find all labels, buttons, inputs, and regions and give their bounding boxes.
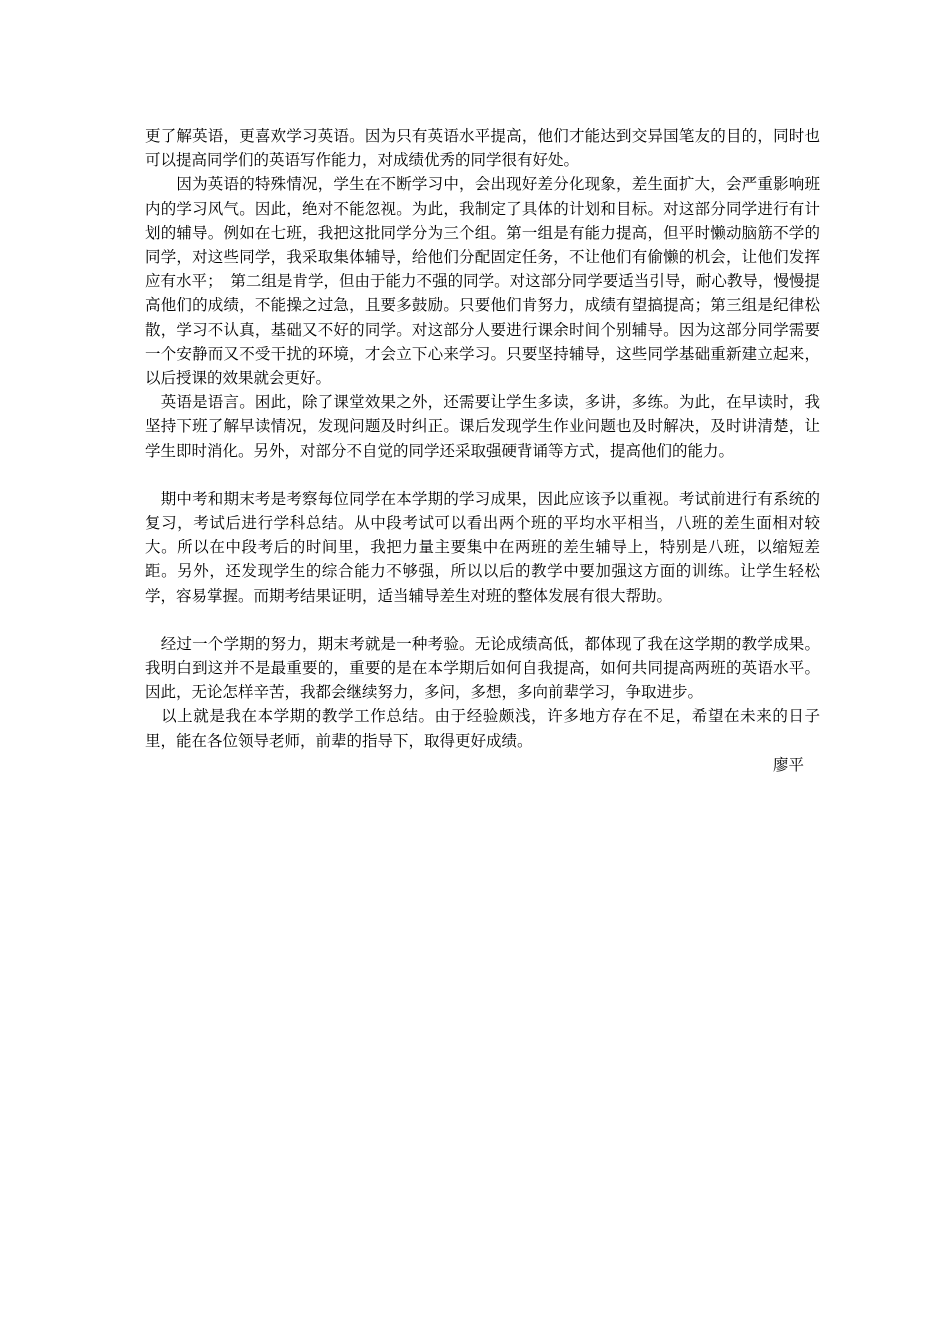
paragraph-semester-effort: 经过一个学期的努力，期末考就是一种考验。无论成绩高低，都体现了我在这学期的教学成果。我明白到这并不是最重要的，重要的是在本学期后如何自我提高，如何共同提高两班的英语水平。因此，无论怎样辛苦，我都会继续努力，多问，多想，多向前辈学习，争取进步。 <box>145 634 820 702</box>
paragraph-student-groups: 因为英语的特殊情况，学生在不断学习中，会出现好差分化现象，差生面扩大，会严重影响班内的学习风气。因此，绝对不能忽视。为此，我制定了具体的计划和目标。对这部分同学进行有计划的辅导。例如在七班，我把这批同学分为三个组。第一组是有能力提高，但平时懒动脑筋不学的同学，对这些同学，我采取集体辅导，给他们分配固定任务，不让他们有偷懒的机会，让他们发挥应有水平； 第二组是肯学，但由于能力不强的同学。对这部分同学要适当引导，耐心教导，慢慢提高他们的成绩，不能操之过急，且要多鼓励。只要他们肯努力，成绩有望搞提高；第三组是纪律松散，学习不认真，基础又不好的同学。对这部分人要进行课余时间个别辅导。因为这部分同学需要一个安静而又不受干扰的环境，才会立下心来学习。只要坚持辅导，这些同学基础重新建立起来，以后授课的效果就会更好。 <box>145 175 820 388</box>
paragraph-summary-closing: 以上就是我在本学期的教学工作总结。由于经验颇浅，许多地方存在不足，希望在未来的日子里，能在各位领导老师，前辈的指导下，取得更好成绩。 <box>145 707 820 750</box>
document-body <box>145 124 820 777</box>
paragraph-gap <box>145 608 820 632</box>
paragraph-english-interest: 更了解英语，更喜欢学习英语。因为只有英语水平提高，他们才能达到交异国笔友的目的，同时也可以提高同学们的英语写作能力，对成绩优秀的同学很有好处。 <box>145 127 820 170</box>
paragraph-language-practice: 英语是语言。困此，除了课堂效果之外，还需要让学生多读，多讲，多练。为此，在早读时，我坚持下班了解早读情况，发现问题及时纠正。课后发现学生作业问题也及时解决，及时讲清楚，让学生即时消化。另外，对部分不自觉的同学还采取强硬背诵等方式，提高他们的能力。 <box>145 393 820 460</box>
author-signature: 廖平 <box>772 755 804 774</box>
paragraph-gap <box>145 463 820 487</box>
paragraph-exams: 期中考和期末考是考察每位同学在本学期的学习成果，因此应该予以重视。考试前进行有系统的复习，考试后进行学科总结。从中段考试可以看出两个班的平均水平相当，八班的差生面相对较大。所以在中段考后的时间里，我把力量主要集中在两班的差生辅导上，特别是八班，以缩短差距。另外，还发现学生的综合能力不够强，所以以后的教学中要加强这方面的训练。让学生轻松学，容易掌握。而期考结果证明，适当辅导差生对班的整体发展有很大帮助。 <box>145 489 820 605</box>
